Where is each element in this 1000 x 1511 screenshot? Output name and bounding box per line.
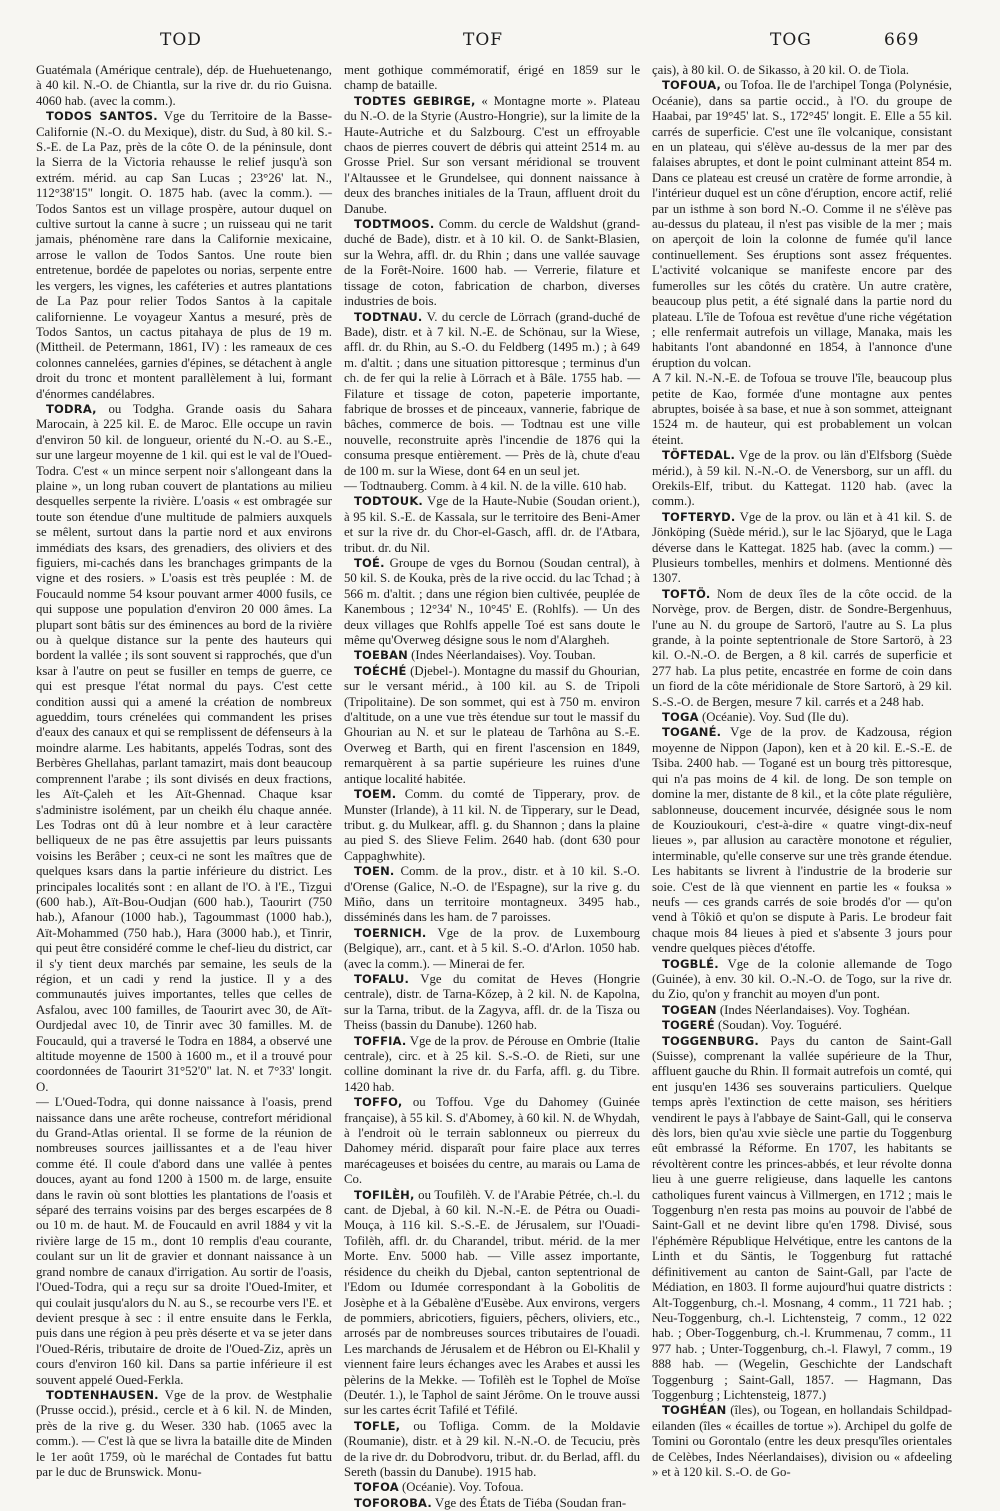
dictionary-entry xyxy=(344,494,640,556)
entry-headword: TOEN. xyxy=(354,864,395,879)
entry-text: (Indes Néerlandaises). Voy. Toghéan. xyxy=(716,1002,911,1017)
entry-headword: TOGANÉ. xyxy=(662,725,722,740)
dictionary-entry xyxy=(652,1018,952,1033)
entry-text: Pays du canton de Saint-Gall (Suisse), comprenant la vallée supérieure de la Thur, affluent gauche du Rhin. Il formait autrefois un comté, qui ent jusqu'en 1436 ses souverains particuliers. Quelque temps après l'extinction de cette maison, ses héritiers vendirent le pays à l'abbaye de Saint-Gall, qui le conserva dès lors, bien qu'au xvie siècle une partie du Toggenburg eût embrassé la Réforme. En 1707, les habitants se révoltèrent contre les princes-abbés, et leur révolte donna lieu à une guerre religieuse, dans laquelle les cantons catholiques furent vaincus à Villmergen, en 1712 ; mais le Toggenburg n'en resta pas moins au pouvoir de l'abbé de Saint-Gall et ne devint libre qu'en 1798. Divisé, sous l'éphémère République Helvétique, entre les cantons de la Linth et du Säntis, le Toggenburg fut rattaché définitivement au canton de Saint-Gall, par l'acte de Médiation, en 1803. Il forme aujourd'hui quatre districts : Alt-Toggenburg, ch.-l. Mosnang, 4 comm., 11 721 hab. ; Neu-Toggenburg, ch.-l. Lichtensteig, 7 comm., 12 022 hab. ; Ober-Toggenburg, ch.-l. Krummenau, 7 comm., 11 977 hab. ; Unter-Toggenburg, ch.-l. Flawyl, 7 comm., 19 888 hab. — (Wegelin, Geschichte der Landschaft Toggenburg ; Saint-Gall, 1857. — Hagmann, Das Toggenburg ; Lichtensteig, 1877.) xyxy=(652,1033,952,1402)
dictionary-entry xyxy=(652,78,952,371)
header-middle-guideword: TOF xyxy=(463,30,504,50)
dictionary-entry xyxy=(344,1034,640,1096)
entry-text: « Montagne morte ». Plateau du N.-O. de la Styrie (Austro-Hongrie), sur la limite de la Haute-Autriche et du Salzbourg. C'est un effroyable chaos de pierres couvert de débris qui atteint 2514 m. au Grosse Priel. Sur son versant méridional se trouvent l'Altaussee et le Grundelsee, qui donnent naissance à deux des branches initiales de la Traun, affluent droit du Danube. xyxy=(344,93,640,216)
entry-headword: TODTMOOS. xyxy=(354,217,435,232)
entry-text: Guatémala (Amérique centrale), dép. de Huehuetenango, à 40 kil. N.-O. de Chiantla, sur la rive dr. du rio Guisna. 4060 hab. (avec la comm.). xyxy=(36,63,332,108)
dictionary-entry xyxy=(652,1403,952,1480)
entry-text: Vge de la prov. ou län et à 41 kil. S. de Jönköping (Suède mérid.), sur le lac Sjöaryd, que le Laga déverse dans le Kattegat. 1825 hab. (avec la comm.) — Plusieurs tombelles, menhirs et dolmens. Mentionné dès 1307. xyxy=(652,509,952,586)
entry-text: ou Tofliga. Comm. de la Moldavie (Roumanie), distr. et à 29 kil. N.-N.-O. de Tecuciu, près de la rive dr. du Dobrodvoru, tribut. dr. du Berlad, affl. du Sereth (bassin du Danube). 1915 hab. xyxy=(344,1418,640,1479)
entry-text: Vge de la Haute-Nubie (Soudan orient.), à 95 kil. S.-E. de Kassala, sur le territoire des Beni-Amer et sur la rive dr. du Chor-el-Gasch, affl. dr. de l'Atbara, tribut. dr. du Nil. xyxy=(344,494,640,555)
dictionary-entry xyxy=(344,310,640,479)
entry-headword: TOFTÖ. xyxy=(662,586,711,601)
entry-text: (Indes Néerlandaises). Voy. Touban. xyxy=(407,648,596,663)
entry-headword: TOGHÉAN xyxy=(662,1403,727,1418)
entry-text: (Djebel-). Montagne du massif du Ghourian, sur le versant mérid., à 100 kil. au S. de Tripoli (Tripolitaine). De son sommet, qui est à 750 m. environ d'altitude, on a une vue très étendue sur tout le massif du Ghourian au N. et sur le plateau de Tarhôna au S.-E. Overweg et Barth, qui en firent l'ascension en 1849, remarquèrent à sa partie supérieure les ruines d'une antique localité habitée. xyxy=(344,663,640,786)
page-number: 669 xyxy=(884,30,920,50)
entry-headword: TOGBLÉ. xyxy=(662,956,719,971)
dictionary-entry xyxy=(36,1388,332,1480)
entry-headword: TODRA, xyxy=(46,401,97,416)
dictionary-entry xyxy=(652,1003,952,1018)
dictionary-entry xyxy=(344,648,640,663)
entry-headword: TOFOUA, xyxy=(662,78,722,93)
dictionary-entry xyxy=(344,664,640,787)
entry-text: çais), à 80 kil. O. de Sikasso, à 20 kil. O. de Tiola. xyxy=(652,63,909,77)
entry-text: (îles), ou Togean, en hollandais Schildpad-eilanden (îles « écailles de tortue »). Archipel du golfe de Tomini ou Gorontalo (entre les deux presqu'îles orientales de Celèbes, Indes Néerlandaises), division ou « afdeeling » et à 120 kil. S.-O. de Go- xyxy=(652,1403,952,1479)
dictionary-entry xyxy=(344,787,640,864)
entry-text: ou Toufilèh. V. de l'Arabie Pétrée, ch.-l. du cant. de Djebal, à 60 kil. N.-N.-E. de Pétra ou Ouadi-Mouça, à 116 kil. S.-S.-E. de Jérusalem, sur l'Ouadi-Tofilèh, affl. dr. du Charandel, tribut. mérid. de la mer Morte. Env. 5000 hab. — Ville assez importante, résidence du cheikh du Djebal, canton septentrional de l'Edom ou Idumée correspondant à la Gobolitis de Josèphe et à la Gébalène d'Eusèbe. Aux environs, vergers de pommiers, abricotiers, figuiers, pêchers, oliviers, etc., arrosés par de nombreuses sources tributaires de l'ouadi. Les marchands de Jérusalem et de Hébron ou El-Khalil y viennent faire leurs échanges avec les Arabes et aussi les pèlerins de la Mekke. — Tofilèh est le Tophel de Moïse (Deutér. 1.), le Taphol de saint Jérôme. On le trouve aussi sur les cartes écrit Tafilé et Téfilé. xyxy=(344,1187,640,1418)
dictionary-entry xyxy=(344,972,640,1034)
entry-headword: TODTOUK. xyxy=(354,494,424,509)
dictionary-entry xyxy=(36,63,332,109)
header-right-guideword: TOG xyxy=(770,30,812,50)
entry-headword: TOFFIA. xyxy=(354,1033,407,1048)
entry-headword: TODTENHAUSEN. xyxy=(46,1387,159,1402)
dictionary-entry xyxy=(652,510,952,587)
entry-text: Vge de la prov. de Westphalie (Prusse occid.), présid., cercle et à 6 kil. N. de Minden, près de la rive g. du Weser. 330 hab. (1065 avec la comm.). — C'est là que se livra la bataille dite de Minden le 1er août 1759, où le maréchal de Contades fut battu par le duc de Brunswick. Monu- xyxy=(36,1387,332,1479)
entry-headword: TOFOA xyxy=(354,1480,399,1495)
dictionary-entry xyxy=(36,109,332,402)
entry-text: (Océanie). Voy. Tofoua. xyxy=(398,1480,524,1495)
dictionary-entry xyxy=(652,448,952,510)
header-left-guideword: TOD xyxy=(160,30,202,50)
text-column-middle xyxy=(344,63,640,1510)
dictionary-entry xyxy=(652,63,952,78)
entry-text: Groupe de vges du Bornou (Soudan central), à 50 kil. S. de Kouka, près de la rive occid. du lac Tchad ; à 566 m. d'altit. ; dans une région bien cultivée, peuplée de Kanembous ; 12°34' N., 10°45' E. (Rohlfs). — Un des deux villages que Rohlfs appelle Toé est sans doute le même qu'Overweg désigne sous le nom d'Alargheh. xyxy=(344,556,640,648)
dictionary-entry xyxy=(344,1480,640,1495)
dictionary-entry xyxy=(344,1095,640,1187)
entry-text: Vge des États de Tiéba (Soudan fran- xyxy=(431,1495,627,1510)
entry-headword: TÖFTEDAL. xyxy=(662,448,736,463)
entry-headword: TOÉ. xyxy=(354,556,385,570)
entry-headword: TOÉCHÉ xyxy=(354,663,407,678)
entry-headword: TOGEAN xyxy=(662,1002,717,1017)
entry-text: Comm. du comté de Tipperary, prov. de Munster (Irlande), à 11 kil. N. de Tipperary, sur le Dead, tribut. g. du Mulkear, affl. g. du Shannon ; dans la plaine au pied S. des Slieve Felim. 2640 hab. (dont 630 pour Cappaghwhite). xyxy=(344,787,640,863)
dictionary-entry xyxy=(344,864,640,926)
dictionary-entry xyxy=(652,587,952,710)
entry-text: ou Toffou. Vge du Dahomey (Guinée française), à 55 kil. S. d'Abomey, à 60 kil. N. de Whydah, à l'endroit où le terrain sablonneux ou pierreux du Dahomey mérid. disparaît pour faire place aux terres marécageuses et boisées du centre, au marais ou Lama de Co. xyxy=(344,1095,640,1187)
dictionary-entry xyxy=(344,1419,640,1481)
entry-text: — L'Oued-Todra, qui donne naissance à l'oasis, prend naissance dans une arête rocheuse, contrefort méridional du Grand-Atlas oriental. Il se forme de la réunion de nombreuses sources jaillissantes et a de l'eau hiver comme été. Il coule d'abord dans une vallée à pentes douces, ayant au fond 1200 à 1500 m. de large, ensuite dans le ravin où sont blotties les plantations de l'oasis et séparé des terrains voisins par des berges escarpées de 8 ou 10 m. de haut. M. de Foucauld en avril 1884 y vit la rivière large de 15 m., dont 10 remplis d'eau courante, coulant sur un lit de gravier et donnant naissance à un grand nombre de canaux d'irrigation. Au sortir de l'oasis, l'Oued-Todra, qui a reçu sur sa droite l'Oued-Imiter, et qui coulait jusqu'alors du N. au S., se recourbe vers l'E. et devient presque à sec : il entre ensuite dans le Ferkla, puis dans une région à peu près déserte et va se jeter dans l'Oued-Réris, tributaire de droite de l'Oued-Ziz, après un cours d'environ 160 kil. Dans sa partie inférieure il est souvent appelé Oued-Ferkla. xyxy=(36,1095,332,1387)
entry-headword: TOFFO, xyxy=(354,1095,403,1110)
entry-text: Vge de la prov. de Pérouse en Ombrie (Italie centrale), circ. et à 25 kil. S.-S.-O. de Rieti, sur une colline dominant la rive dr. du Farfa, affl. g. du Tibre. 1420 hab. xyxy=(344,1033,640,1094)
entry-text: ment gothique commémoratif, érigé en 1859 sur le champ de bataille. xyxy=(344,63,640,93)
entry-headword: TODOS SANTOS. xyxy=(46,109,158,124)
dictionary-entry xyxy=(344,217,640,309)
dictionary-entry xyxy=(652,371,952,448)
entry-text: Vge de la prov. ou län d'Elfsborg (Suède mérid.), à 59 kil. N.-N.-O. de Venersborg, sur un affl. du Orekils-Elf, tribut. du Kattegat. 1120 hab. (avec la comm.). xyxy=(652,448,952,509)
entry-headword: TOEM. xyxy=(354,787,397,802)
entry-headword: TOFILÈH, xyxy=(354,1187,415,1202)
entry-text: — Todtnauberg. Comm. à 4 kil. N. de la ville. 610 hab. xyxy=(344,478,627,493)
dictionary-entry xyxy=(36,1095,332,1388)
dictionary-entry xyxy=(344,926,640,972)
dictionary-entry xyxy=(344,479,640,494)
dictionary-entry xyxy=(652,725,952,956)
entry-headword: TOGGENBURG. xyxy=(662,1033,759,1048)
dictionary-entry xyxy=(652,710,952,725)
entry-text: A 7 kil. N.-N.-E. de Tofoua se trouve l'île, beaucoup plus petite de Kao, formée d'une montagne aux pentes abruptes, boisée à sa base, et nue à son sommet, atteignant 1524 m. de hauteur, qui est probablement un volcan éteint. xyxy=(652,371,952,447)
entry-headword: TOFTERYD. xyxy=(662,509,736,524)
entry-text: Comm. du cercle de Waldshut (grand-duché de Bade), distr. et à 10 kil. O. de Sankt-Blasien, sur la Wehra, affl. dr. du Rhin ; dans une vallée sauvage de la Forêt-Noire. 1600 hab. — Verrerie, filature et tissage de coton, fabrication de charbon, diverses industries de bois. xyxy=(344,217,640,309)
dictionary-entry xyxy=(344,63,640,94)
entry-text: Vge de la prov. de Luxembourg (Belgique), arr., cant. et à 5 kil. S.-O. d'Arlon. 1050 hab. (avec la comm.). — Minerai de fer. xyxy=(344,925,640,971)
entry-text: V. du cercle de Lörrach (grand-duché de Bade), distr. et à 7 kil. N.-E. de Schönau, sur la Wiese, affl. dr. du Rhin, au S.-O. du Feldberg (1495 m.) ; à 649 m. d'altit. ; dans une situation pittoresque ; terminus d'un ch. de fer qui la relie à Lörrach et à Bâle. 1755 hab. — Filature et tissage de coton, papeterie importante, fabrique de brosses et de pinceaux, vannerie, fabrique de bâches, commerce de bois. — Todtnau est une ville nouvelle, reconstruite après l'incendie de 1876 qui la consuma presque entièrement. — Près de là, chute d'eau de 100 m. sur la Wiese, dont 64 en un seul jet. xyxy=(344,309,640,478)
entry-headword: TODTNAU. xyxy=(354,309,423,324)
entry-headword: TOFOROBA. xyxy=(354,1495,432,1510)
dictionary-entry xyxy=(36,402,332,1095)
dictionary-entry xyxy=(344,94,640,217)
entry-text: Nom de deux îles de la côte occid. de la Norvège, prov. de Bergen, distr. de Sondre-Bergenhuus, l'une au N. du groupe de Sartorö, l'autre au S. La plus grande, à la pointe septentrionale de Store Sartorö, à 23 kil. O.-N.-O. de Bergen, a 8 kil. carrés de superficie et 277 hab. La plus petite, encastrée en forme de coin dans un fiord de la côte méridionale de Store Sartorö, à 29 kil. S.-S.-O. de Bergen, mesure 7 kil. carrés et a 248 hab. xyxy=(652,586,952,709)
entry-headword: TODTES GEBIRGE, xyxy=(354,93,476,108)
text-column-right xyxy=(652,63,952,1479)
entry-text: Vge du Territoire de la Basse-Californie (N.-O. du Mexique), distr. du Sud, à 80 kil. S.-S.-E. de La Paz, près de la côte O. de la péninsule, dont la Sierra de la Victoria rehausse le relief jusqu'à son extrém. mérid. au cap San Lucas ; 23°26' lat. N., 112°38'15" longit. O. 1875 hab. (avec la comm.). — Todos Santos est un village prospère, autour duquel on cultive surtout la canne à sucre ; un ruisseau qui ne tarit jamais, phénomène rare dans la Californie mexicaine, arrose le vallon de Todos Santos. Une route bien entretenue, bordée de papelotes ou norias, serpente entre les vergers, les vignes, les caféteries et autres plantations de La Paz pour relier Todos Santos à la capitale californienne. Le voyageur Xantus a mesuré, près de Todos Santos, un cactus pitahaya de plus de 19 m. (Mittheil. de Petermann, 1861, IV) : les rameaux de ces colonnes cannelées, garnies d'épines, se détachent à angle droit du tronc et montent parallèlement à lui, formant d'énormes candélabres. xyxy=(36,109,332,401)
running-header xyxy=(0,30,1000,56)
entry-headword: TOGERÉ xyxy=(662,1018,715,1033)
entry-headword: TOGA xyxy=(662,710,699,725)
entry-headword: TOERNICH. xyxy=(354,925,427,940)
entry-text: ou Tofoa. Ile de l'archipel Tonga (Polynésie, Océanie), dans sa partie occid., à l'O. du groupe de Haabai, par 19°45' lat. S., 172°45' longit. E. Elle a 55 kil. carrés de superficie. C'est une île volcanique, consistant en un plateau, qui s'élève au-dessus de la mer par des falaises abruptes, et dont le point culminant atteint 854 m. Dans ce plateau est creusé un cratère de forme arrondie, à l'intérieur duquel est un cône d'éruption, encore actif, relié par un isthme à son bord N.-O. Comme il ne s'élève pas au-dessus du plateau, il n'est pas visible de la mer ; mais on aperçoit de loin la colonne de fumée qu'il lance continuellement. Ses éruptions sont assez fréquentes. L'activité volcanique se manifeste encore par des fumerolles sur les côtés du cratère. Un autre cratère, beaucoup plus petit, a été signalé dans la partie nord du plateau. L'île de Tofoua est revêtue d'une riche végétation ; elle renfermait autrefois un village, Manaka, mais les habitants l'ont abandonné en 1854, à l'annonce d'une éruption du volcan. xyxy=(652,78,952,370)
dictionary-entry xyxy=(652,957,952,1003)
text-column-left xyxy=(36,63,332,1479)
entry-text: (Océanie). Voy. Sud (Ile du). xyxy=(698,710,849,725)
entry-text: (Soudan). Voy. Toguéré. xyxy=(714,1018,842,1033)
dictionary-entry xyxy=(344,556,640,648)
entry-headword: TOEBAN xyxy=(354,648,408,663)
entry-text: Vge du comitat de Heves (Hongrie centrale), distr. de Tarna-Kőzep, à 2 kil. N. de Kapolna, sur la Tarna, tribut. de la Zagyva, affl. dr. de la Tisza ou Theiss (bassin du Danube). 1260 hab. xyxy=(344,971,640,1033)
entry-text: Comm. de la prov., distr. et à 10 kil. S.-O. d'Orense (Galice, N.-O. de l'Espagne), sur la rive g. du Miño, dans un territoire montagneux. 3495 hab., disséminés dans les ham. de 7 paroisses. xyxy=(344,864,640,925)
entry-headword: TOFALU. xyxy=(354,971,410,986)
entry-text: Vge de la colonie allemande de Togo (Guinée), à env. 30 kil. O.-N.-O. de Togo, sur la rive dr. du Zio, qu'on y franchit au moyen d'un pont. xyxy=(652,956,952,1002)
dictionary-entry xyxy=(344,1496,640,1511)
dictionary-entry xyxy=(344,1188,640,1419)
entry-text: Vge de la prov. de Kadzousa, région moyenne de Nippon (Japon), ken et à 20 kil. E.-S.-E. de Tsiba. 2400 hab. — Togané est un bourg très pittoresque, qui n'a pas moins de 4 kil. de long. De son temple on domine la mer, distante de 8 kil., et la côte plate régulière, sablonneuse, doucement incurvée, désignée sous le nom de Kouzioukouri, c'est-à-dire « quatre vingt-dix-neuf lieues », par allusion au caractère monotone et régulier, interminable, qu'elle conserve sur une très grande étendue. Les habitants se livrent à l'industrie de la broderie sur soie. C'est de là que viennent en partie les « fouksa » neufs — ces grands carrés de soie brodés d'or — qu'on vend à Tôkiô et qu'on se dispute à Paris. Le brodeur fait chaque mois 84 lieues à pied et s'absente 3 jours pour vendre quelques pièces d'étoffe. xyxy=(652,725,952,956)
entry-text: ou Todgha. Grande oasis du Sahara Marocain, à 225 kil. E. de Maroc. Elle occupe un ravin d'environ 50 kil. de longueur, orienté du N.-O. au S.-E., sur une largeur moyenne de 1 kil. qui est le val de l'Oued-Todra. C'est « un mince serpent noir s'allongeant dans la plaine », un long ruban couvert de plantations au milieu desquelles serpente la rivière. L'oasis « est ombragée sur toute son étendue d'une multitude de palmiers auxquels se mêlent, surtout dans la partie nord et aux environs immédiats des ksars, des grenadiers, des oliviers et des figuiers, mi-cachés dans les branchages grimpants de la vigne et des rosiers. » L'oasis est très peuplée : M. de Foucauld nomme 54 ksour pouvant armer 4000 fusils, ce qui suppose une population d'environ 20 000 âmes. La plupart sont bâtis sur des éminences au bord de la rivière ou à quelque distance sur la pente des hauteurs qui bordent la vallée ; ils sont souvent si rapprochés, que d'un ksar à l'autre on peut se fusiller en temps de guerre, ce qui est presque l'état normal du pays. C'est cette condition aussi qui a amené la création de nombreux agueddim, tours crénelées qui commandent les prises d'eaux des canaux et qui se remplissent de défenseurs à la moindre alarme. Les habitants, appelés Todras, sont des Berbères Ghellahas, parlant tamazirt, mais dont beaucoup comprennent l'arabe ; ils sont divisés en deux fractions, les Aït-Çaleh et les Aït-Ghennad. Chaque ksar s'administre isolément, par un cheikh élu chaque année. Les Todras ont dû à leur nombre et à leur caractère belliqueux de ne pas être assujettis par leurs puissants voisins les Berâber ; ceux-ci ne sont les maîtres que de quelques ksars dans la partie inférieure du district. Les principales localités sont : en allant de l'O. à l'E., Tizgui (600 hab.), Aït-Bou-Oudjan (600 hab.), Taourirt (750 hab.), Afanour (1000 hab.), Tagoummast (1000 hab.), Aït-Mohammed (750 hab.), Hara (3000 hab.), et Tinrir, qui peut être considéré comme le chef-lieu du district, car il s'y tient deux marchés par semaine, les seuls de la région, et un cadi y rend la justice. Il y a des communautés juives importantes, telles que celles de Asfalou, avec 100 familles, de Taourirt avec 30, de Aït-Ourdjedal avec 10, de Tinrir avec 30 familles. M. de Foucauld, qui a traversé le Todra en 1884, a observé une altitude moyenne de 1500 à 1600 m., et il a trouvé pour coordonnées de Taourirt 31°52'0" lat. N. et 7°33' longit. O. xyxy=(36,401,332,1094)
dictionary-entry xyxy=(652,1034,952,1404)
entry-headword: TOFLE, xyxy=(354,1418,401,1433)
